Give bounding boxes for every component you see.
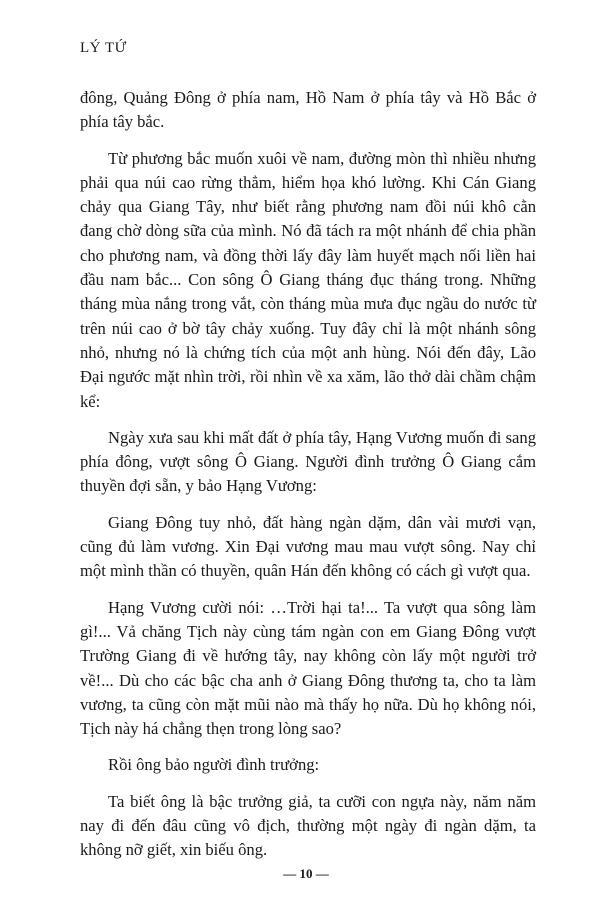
body-text xyxy=(80,86,536,875)
paragraph: Rồi ông bảo người đình trưởng: xyxy=(108,755,320,775)
paragraph: Ta biết ông là bậc trưởng giả, ta cưỡi con ngựa này, năm năm nay đi đến đâu cũng vô địch, thường một ngày đi ngàn dặm, ta không nỡ giết, xin biếu ông. xyxy=(80,791,536,860)
paragraph: Giang Đông tuy nhỏ, đất hàng ngàn dặm, dân vài mươi vạn, cũng đủ làm vương. Xin Đại vương mau mau vượt sông. Nay chỉ một mình thần có thuyền, quân Hán đến không có cách gì vượt qua. xyxy=(80,512,536,581)
page-number: — 10 — xyxy=(283,866,329,881)
paragraph: Ngày xưa sau khi mất đất ở phía tây, Hạng Vương muốn đi sang phía đông, vượt sông Ô Giang. Người đình trưởng Ô Giang cắm thuyền đợi sẵn, y bảo Hạng Vương: xyxy=(80,427,536,496)
running-head: LÝ TỨ xyxy=(80,40,127,56)
paragraph: Hạng Vương cười nói: …Trời hại ta!... Ta vượt qua sông làm gì!... Vả chăng Tịch này cùng tám ngàn con em Giang Đông vượt Trường Giang đi về hướng tây, nay không còn lấy một người trở về!... Dù cho các bậc cha anh ở Giang Đông thương ta, cho ta làm vương, ta cũng còn mặt mũi nào mà thấy họ nữa. Dù họ không nói, Tịch này há chẳng thẹn trong lòng sao? xyxy=(80,597,536,739)
paragraph: Từ phương bắc muốn xuôi về nam, đường mòn thì nhiều nhưng phải qua núi cao rừng thẳm, hiểm họa khó lường. Khi Cán Giang chảy qua Giang Tây, như biết rằng phương nam đồi núi khô cằn đang chờ dòng sữa của mình. Nó đã tách ra một nhánh để chia phần cho phương nam, và đồng thời lấy đây làm huyết mạch nối liền hai đầu nam bắc... Con sông Ô Giang tháng đục tháng trong. Những tháng mùa nắng trong vắt, còn tháng mùa mưa đục ngầu do nước từ trên núi cao ở bờ tây chảy xuống. Tuy đây chỉ là một nhánh sông nhỏ, nhưng nó là chứng tích của một anh hùng. Nói đến đây, Lão Đại ngước mặt nhìn trời, rồi nhìn về xa xăm, lão thở dài chầm chậm kể: xyxy=(80,148,536,411)
paragraph: đông, Quảng Đông ở phía nam, Hồ Nam ở phía tây và Hồ Bắc ở phía tây bắc. xyxy=(80,88,536,132)
